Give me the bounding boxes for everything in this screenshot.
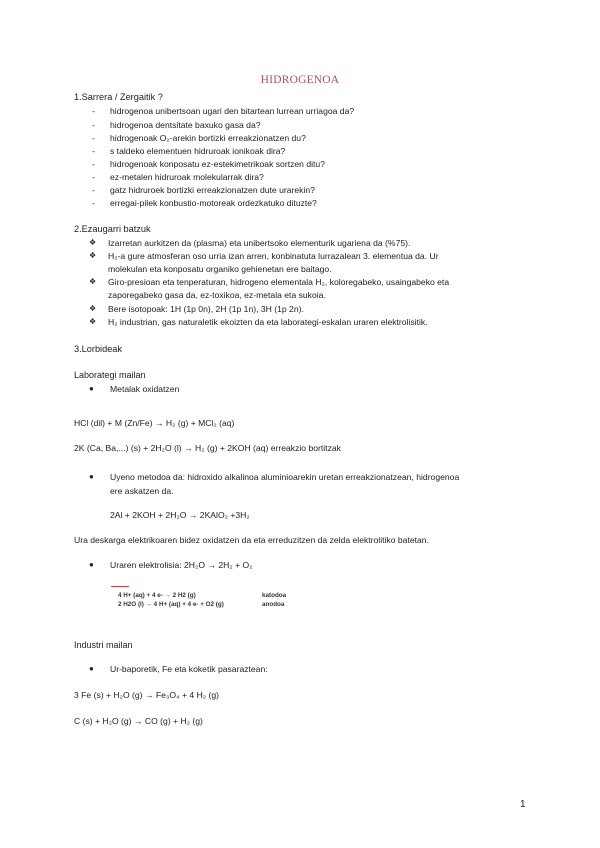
question-bullet: - xyxy=(92,185,95,195)
lab-list-item: Uyeno metodoa da: hidroxido alkalinoa aluminioarekin uretan erreakzionatzean, hidrogenoa xyxy=(110,472,460,482)
feature-item: Izarretan aurkitzen da (plasma) eta unibertsoko elementurik ugariena da (%75). xyxy=(108,238,411,248)
question-bullet: - xyxy=(92,133,95,143)
feature-item: Giro-presioan eta tenperaturan, hidrogeno elementala H₂, koloregabeko, usaingabeko eta xyxy=(108,277,450,287)
half-reaction-label: anodoa xyxy=(262,601,285,608)
page-number: 1 xyxy=(520,799,526,810)
question-item: hidrogenoak konposatu ez-estekimetrikoak sortzen ditu? xyxy=(110,159,325,169)
feature-item: Bere isotopoak: 1H (1p 0n), 2H (1p 1n), 3H (1p 2n). xyxy=(108,304,304,314)
question-item: ez-metalen hidruroak molekularrak dira? xyxy=(110,172,264,182)
question-bullet: - xyxy=(92,146,95,156)
round-bullet-icon: ● xyxy=(89,664,94,673)
round-bullet-icon: ● xyxy=(89,384,94,393)
half-reaction: 4 H+ (aq) + 4 e- → 2 H2 (g) xyxy=(118,592,196,599)
question-bullet: - xyxy=(92,106,95,116)
equation: HCl (dil) + M (Zn/Fe) → H₂ (g) + MCl₂ (aq) xyxy=(74,418,235,428)
equation: 2K (Ca, Ba,...) (s) + 2H₂O (l) → H₂ (g) + 2KOH (aq) erreakzio bortitzak xyxy=(74,443,341,453)
question-item: erregai-pilek konbustio-motoreak ordezkatuko dituzte? xyxy=(110,198,317,208)
paragraph: Ura deskarga elektrikoaren bidez oxidatzen da eta erreduzitzen da zelda elektrolitiko batetan. xyxy=(74,535,429,545)
round-bullet-icon: ● xyxy=(89,560,94,569)
feature-item: H₂ industrian, gas naturaletik ekoizten da eta laborategi-eskalan uraren elektrolisitik. xyxy=(108,317,428,327)
round-bullet-icon: ● xyxy=(89,472,94,481)
feature-item-cont: molekulan eta konposatu organiko gehienetan ere baitago. xyxy=(108,264,332,274)
equation: 2Al + 2KOH + 2H₂O → 2KAlO₂ +3H₂ xyxy=(110,510,250,520)
feature-item-cont: zaporegabeko gasa da, ez-toxikoa, ez-metala eta sukoia. xyxy=(108,290,326,300)
half-reaction: 2 H2O (l) → 4 H+ (aq) + 4 e- + O2 (g) xyxy=(118,601,224,608)
section-1-heading: 1.Sarrera / Zergaitik ? xyxy=(74,92,163,102)
divider xyxy=(111,586,129,587)
question-item: s taldeko elementuen hidruroak ionikoak dira? xyxy=(110,146,286,156)
equation: C (s) + H₂O (g) → CO (g) + H₂ (g) xyxy=(74,716,203,726)
section-2-heading: 2.Ezaugarri batzuk xyxy=(74,224,151,234)
diamond-bullet-icon: ❖ xyxy=(89,238,97,247)
question-bullet: - xyxy=(92,172,95,182)
lab-list-item: Metalak oxidatzen xyxy=(110,384,180,394)
question-item: gatz hidruroek bortizki erreakzionatzen dute urarekin? xyxy=(110,185,315,195)
document-title: HIDROGENOA xyxy=(260,74,340,86)
question-item: hidrogenoak O₂-arekin bortizki erreakzionatzen du? xyxy=(110,133,306,143)
diamond-bullet-icon: ❖ xyxy=(89,304,97,313)
question-item: hidrogenoa dentsitate baxuko gasa da? xyxy=(110,120,261,130)
question-item: hidrogenoa unibertsoan ugari den bitartean lurrean urriagoa da? xyxy=(110,106,355,116)
diamond-bullet-icon: ❖ xyxy=(89,317,97,326)
question-bullet: - xyxy=(92,159,95,169)
industry-heading: Industri mailan xyxy=(74,640,133,650)
industry-list-item: Ur-baporetik, Fe eta koketik pasaraztean: xyxy=(110,664,268,674)
diamond-bullet-icon: ❖ xyxy=(89,251,97,260)
feature-item: H₂-a gure atmosferan oso urria izan arren, konbinatuta lurrazalean 3. elementua da. Ur xyxy=(108,251,439,261)
diamond-bullet-icon: ❖ xyxy=(89,277,97,286)
equation: 3 Fe (s) + H₂O (g) → Fe₃O₄ + 4 H₂ (g) xyxy=(74,690,219,700)
half-reaction-label: katodoa xyxy=(262,592,287,599)
section-3-heading: 3.Lorbideak xyxy=(74,344,123,354)
lab-list-item-cont: ere askatzen da. xyxy=(110,486,174,496)
question-bullet: - xyxy=(92,198,95,208)
lab-heading: Laborategi mailan xyxy=(74,370,146,380)
lab-list-item: Uraren elektrolisia: 2H₂O → 2H₂ + O₂ xyxy=(110,560,253,570)
question-bullet: - xyxy=(92,120,95,130)
